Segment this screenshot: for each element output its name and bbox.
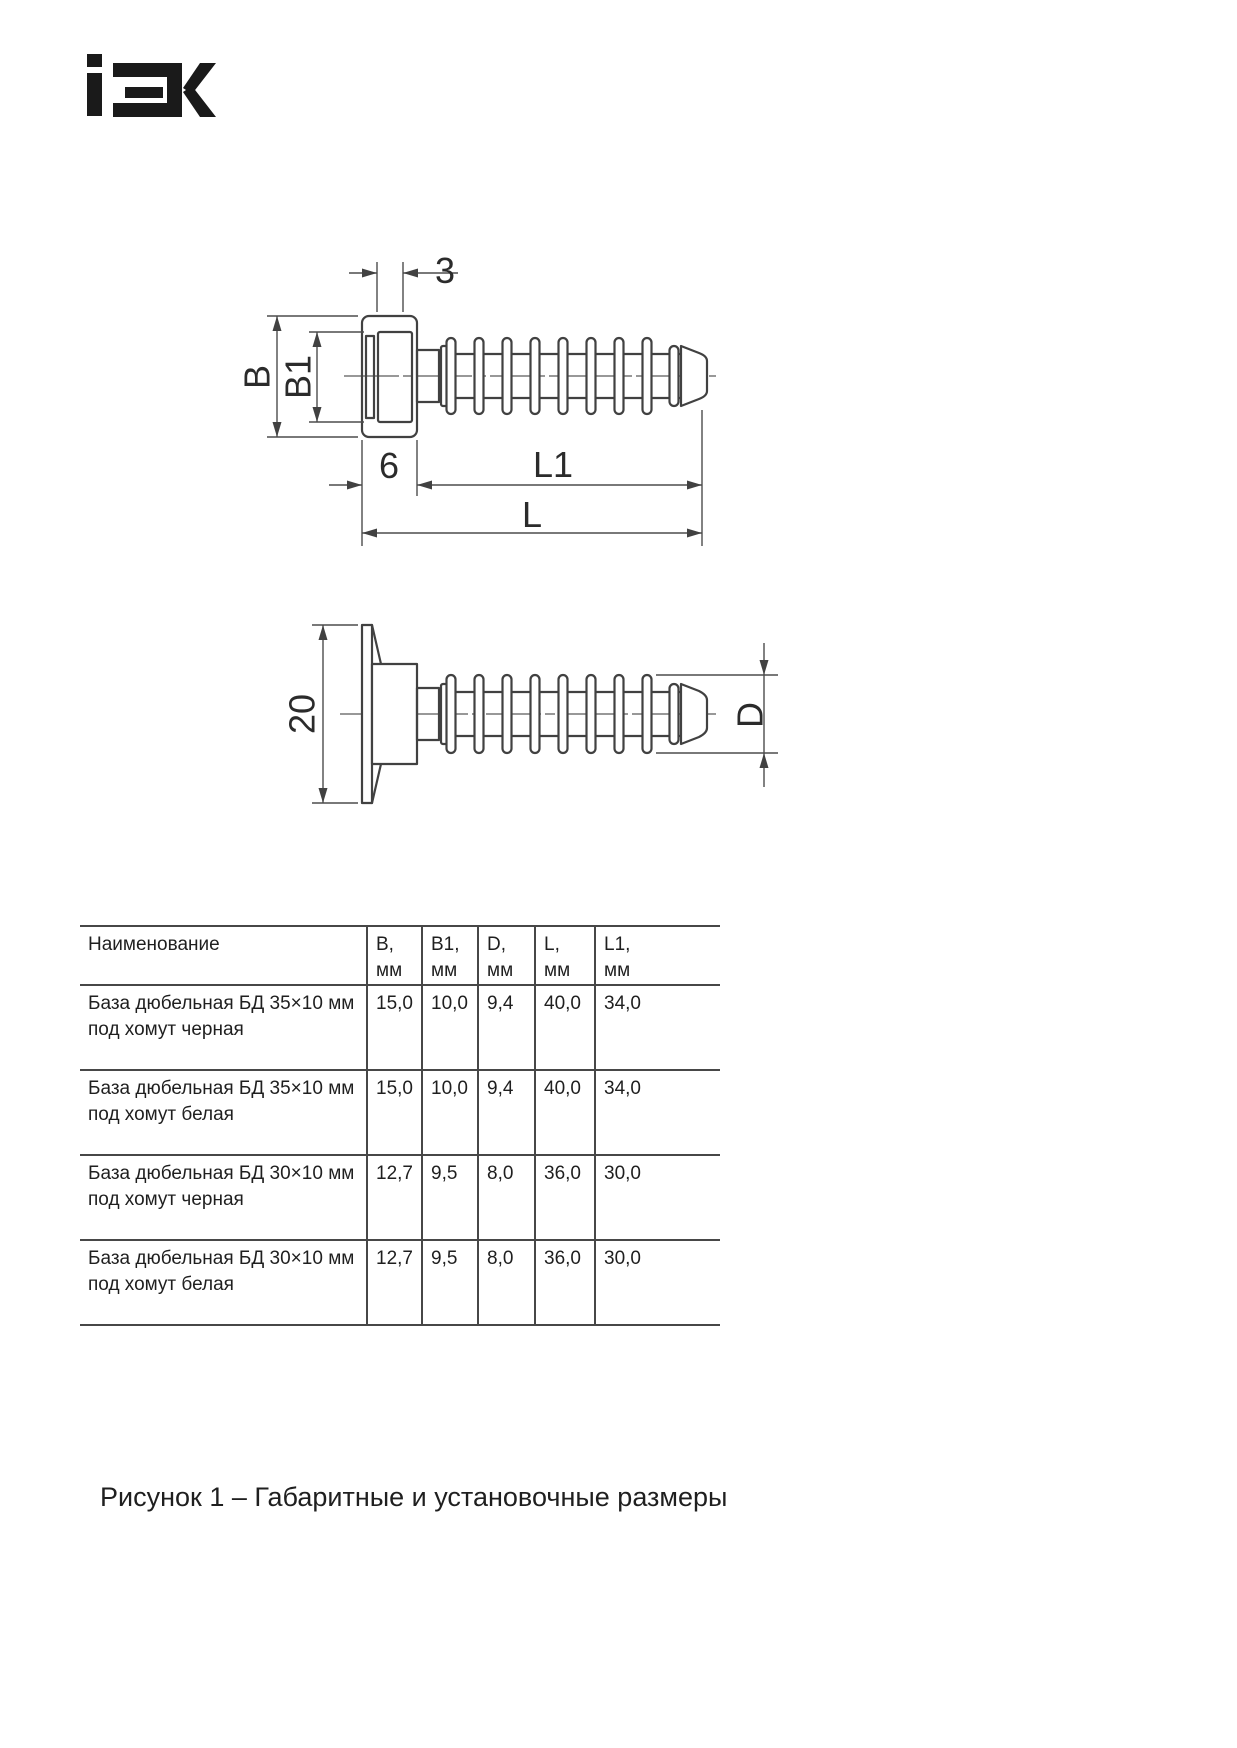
header-line: мм [431, 960, 458, 981]
cell-l: 36,0 [535, 1155, 595, 1240]
header-line: мм [604, 960, 631, 981]
dim-label-L: L [521, 494, 543, 535]
side-head-block [372, 664, 417, 764]
head-slot-wall [366, 336, 374, 418]
cell-l: 40,0 [535, 985, 595, 1070]
column-header-name [80, 926, 367, 985]
head-slot-opening [378, 332, 412, 422]
header-line: D, [487, 934, 506, 955]
cell-d: 9,4 [478, 985, 535, 1070]
dim-label-B1: B1 [277, 354, 319, 400]
dim-label-B: B [236, 364, 278, 390]
cell-b1: 10,0 [422, 985, 478, 1070]
dimensions-table [80, 925, 720, 1326]
flange-chamfer-top [372, 625, 381, 664]
header-line: мм [544, 960, 571, 981]
header-line: L, [544, 934, 560, 955]
column-header-b1 [422, 926, 478, 985]
dim-label-20: 20 [281, 693, 323, 735]
cell-b: 15,0 [367, 985, 422, 1070]
dim-label-D: D [729, 702, 771, 728]
table-header-row [80, 926, 720, 985]
side-view [282, 625, 779, 803]
header-line: B1, [431, 934, 460, 955]
cell-product-name: База дюбельная БД 30×10 мм под хомут черная [80, 1155, 367, 1240]
table-row [80, 1240, 720, 1325]
cell-b: 12,7 [367, 1240, 422, 1325]
column-header-l1 [595, 926, 720, 985]
side-ribs [447, 675, 679, 753]
cell-l1: 30,0 [595, 1240, 720, 1325]
cell-l1: 34,0 [595, 1070, 720, 1155]
dim-label-6: 6 [378, 445, 400, 486]
side-tip [681, 684, 707, 744]
header-line: B, [376, 934, 394, 955]
front-view [237, 250, 717, 546]
cell-d: 8,0 [478, 1155, 535, 1240]
cell-d: 9,4 [478, 1070, 535, 1155]
header-line: Наименование [88, 934, 220, 955]
cell-l1: 34,0 [595, 985, 720, 1070]
dim-label-L1: L1 [532, 444, 574, 485]
column-header-d [478, 926, 535, 985]
header-line: L1, [604, 934, 631, 955]
cell-product-name: База дюбельная БД 30×10 мм под хомут белая [80, 1240, 367, 1325]
cell-b: 15,0 [367, 1070, 422, 1155]
column-header-b [367, 926, 422, 985]
cell-b1: 9,5 [422, 1240, 478, 1325]
figure1-drawing [0, 0, 1237, 870]
flange-chamfer-bottom [372, 764, 381, 803]
table-row [80, 1070, 720, 1155]
cell-l1: 30,0 [595, 1155, 720, 1240]
table-row [80, 1155, 720, 1240]
cell-product-name: База дюбельная БД 35×10 мм под хомут черная [80, 985, 367, 1070]
header-line: мм [487, 960, 514, 981]
table-row [80, 985, 720, 1070]
dim-label-3: 3 [435, 250, 456, 291]
front-tip [681, 346, 707, 406]
figure-caption: Рисунок 1 – Габаритные и установочные размеры [100, 1482, 728, 1512]
cell-product-name: База дюбельная БД 35×10 мм под хомут белая [80, 1070, 367, 1155]
front-ribs [447, 338, 679, 414]
cell-l: 40,0 [535, 1070, 595, 1155]
column-header-l [535, 926, 595, 985]
cell-l: 36,0 [535, 1240, 595, 1325]
cell-d: 8,0 [478, 1240, 535, 1325]
cell-b1: 9,5 [422, 1155, 478, 1240]
cell-b1: 10,0 [422, 1070, 478, 1155]
cell-b: 12,7 [367, 1155, 422, 1240]
header-line: мм [376, 960, 403, 981]
side-flange [362, 625, 372, 803]
